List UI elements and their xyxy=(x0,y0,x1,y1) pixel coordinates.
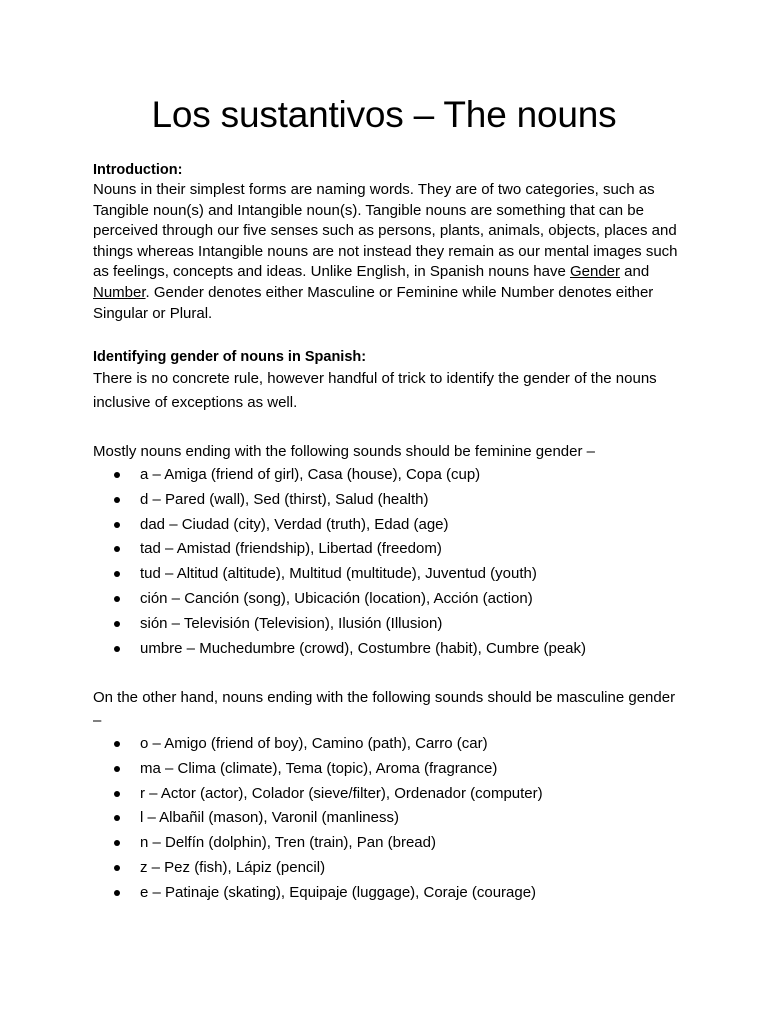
list-item xyxy=(93,513,683,538)
list-item xyxy=(93,732,683,757)
feminine-list xyxy=(93,463,683,661)
list-item-text: umbre – Muchedumbre (crowd), Costumbre (habit), Cumbre (peak) xyxy=(140,639,586,657)
bullet-icon xyxy=(114,815,120,821)
list-item-text: r – Actor (actor), Colador (sieve/filter), Ordenador (computer) xyxy=(140,784,543,802)
introduction-paragraph xyxy=(93,180,683,324)
list-item-text: l – Albañil (mason), Varonil (manliness) xyxy=(140,809,399,827)
identifying-paragraph: There is no concrete rule, however handful of trick to identify the gender of the nouns inclusive of exceptions as well. xyxy=(93,370,657,411)
introduction-section xyxy=(93,160,683,324)
masculine-intro: On the other hand, nouns ending with the following sounds should be masculine gender – xyxy=(93,689,676,729)
list-item-text: tud – Altitud (altitude), Multitud (multitude), Juventud (youth) xyxy=(140,565,537,583)
introduction-text-1: Nouns in their simplest forms are naming words. They are of two categories, such as Tangible noun(s) and Intangible noun(s). Tangible nouns are something that can be perceived through our five senses such as persons, plants, animals, objects, places and things whereas Intangible nouns are not instead they remain as our mental images such as feelings, concepts and ideas. Unlike English, in Spanish nouns have xyxy=(93,181,678,281)
introduction-text-and: and xyxy=(620,263,650,281)
list-item xyxy=(93,637,683,662)
list-item xyxy=(93,881,683,906)
bullet-icon xyxy=(114,840,120,846)
feminine-intro: Mostly nouns ending with the following sounds should be feminine gender – xyxy=(93,443,595,460)
bullet-icon xyxy=(114,571,120,577)
list-item xyxy=(93,587,683,612)
identifying-section xyxy=(93,347,683,415)
list-item xyxy=(93,856,683,881)
list-item xyxy=(93,463,683,488)
list-item-text: n – Delfín (dolphin), Tren (train), Pan (bread) xyxy=(140,834,436,852)
gender-term: Gender xyxy=(569,263,621,281)
list-item-text: ma – Clima (climate), Tema (topic), Aroma (fragrance) xyxy=(140,759,498,777)
page-title: Los sustantivos – The nouns xyxy=(151,94,617,135)
list-item xyxy=(93,757,683,782)
masculine-section xyxy=(93,687,683,906)
list-item xyxy=(93,782,683,807)
list-item xyxy=(93,806,683,831)
bullet-icon xyxy=(114,621,120,627)
identifying-heading: Identifying gender of nouns in Spanish: xyxy=(93,349,367,365)
list-item xyxy=(93,612,683,637)
list-item xyxy=(93,831,683,856)
list-item-text: tad – Amistad (friendship), Libertad (freedom) xyxy=(140,540,442,558)
bullet-icon xyxy=(114,890,120,896)
list-item-text: ción – Canción (song), Ubicación (location), Acción (action) xyxy=(140,589,533,607)
list-item-text: e – Patinaje (skating), Equipaje (luggage), Coraje (courage) xyxy=(140,883,537,901)
bullet-icon xyxy=(114,497,120,503)
introduction-heading: Introduction: xyxy=(93,162,183,178)
bullet-icon xyxy=(114,646,120,652)
list-item-text: dad – Ciudad (city), Verdad (truth), Edad (age) xyxy=(140,515,449,533)
bullet-icon xyxy=(114,741,120,747)
bullet-icon xyxy=(114,472,120,478)
bullet-icon xyxy=(114,522,120,528)
list-item-text: z – Pez (fish), Lápiz (pencil) xyxy=(140,858,326,876)
bullet-icon xyxy=(114,766,120,772)
masculine-list xyxy=(93,732,683,906)
list-item-text: sión – Televisión (Television), Ilusión (Illusion) xyxy=(140,614,443,632)
list-item xyxy=(93,488,683,513)
list-item xyxy=(93,562,683,587)
introduction-text-2: . Gender denotes either Masculine or Feminine while Number denotes either Singular or Plural. xyxy=(93,283,654,322)
bullet-icon xyxy=(114,791,120,797)
list-item-text: a – Amiga (friend of girl), Casa (house), Copa (cup) xyxy=(140,466,481,483)
list-item xyxy=(93,537,683,562)
bullet-icon xyxy=(114,865,120,871)
bullet-icon xyxy=(114,596,120,602)
number-term: Number xyxy=(93,283,146,301)
feminine-section xyxy=(93,441,683,661)
bullet-icon xyxy=(114,546,120,552)
list-item-text: d – Pared (wall), Sed (thirst), Salud (health) xyxy=(140,490,429,508)
list-item-text: o – Amigo (friend of boy), Camino (path), Carro (car) xyxy=(140,735,488,752)
